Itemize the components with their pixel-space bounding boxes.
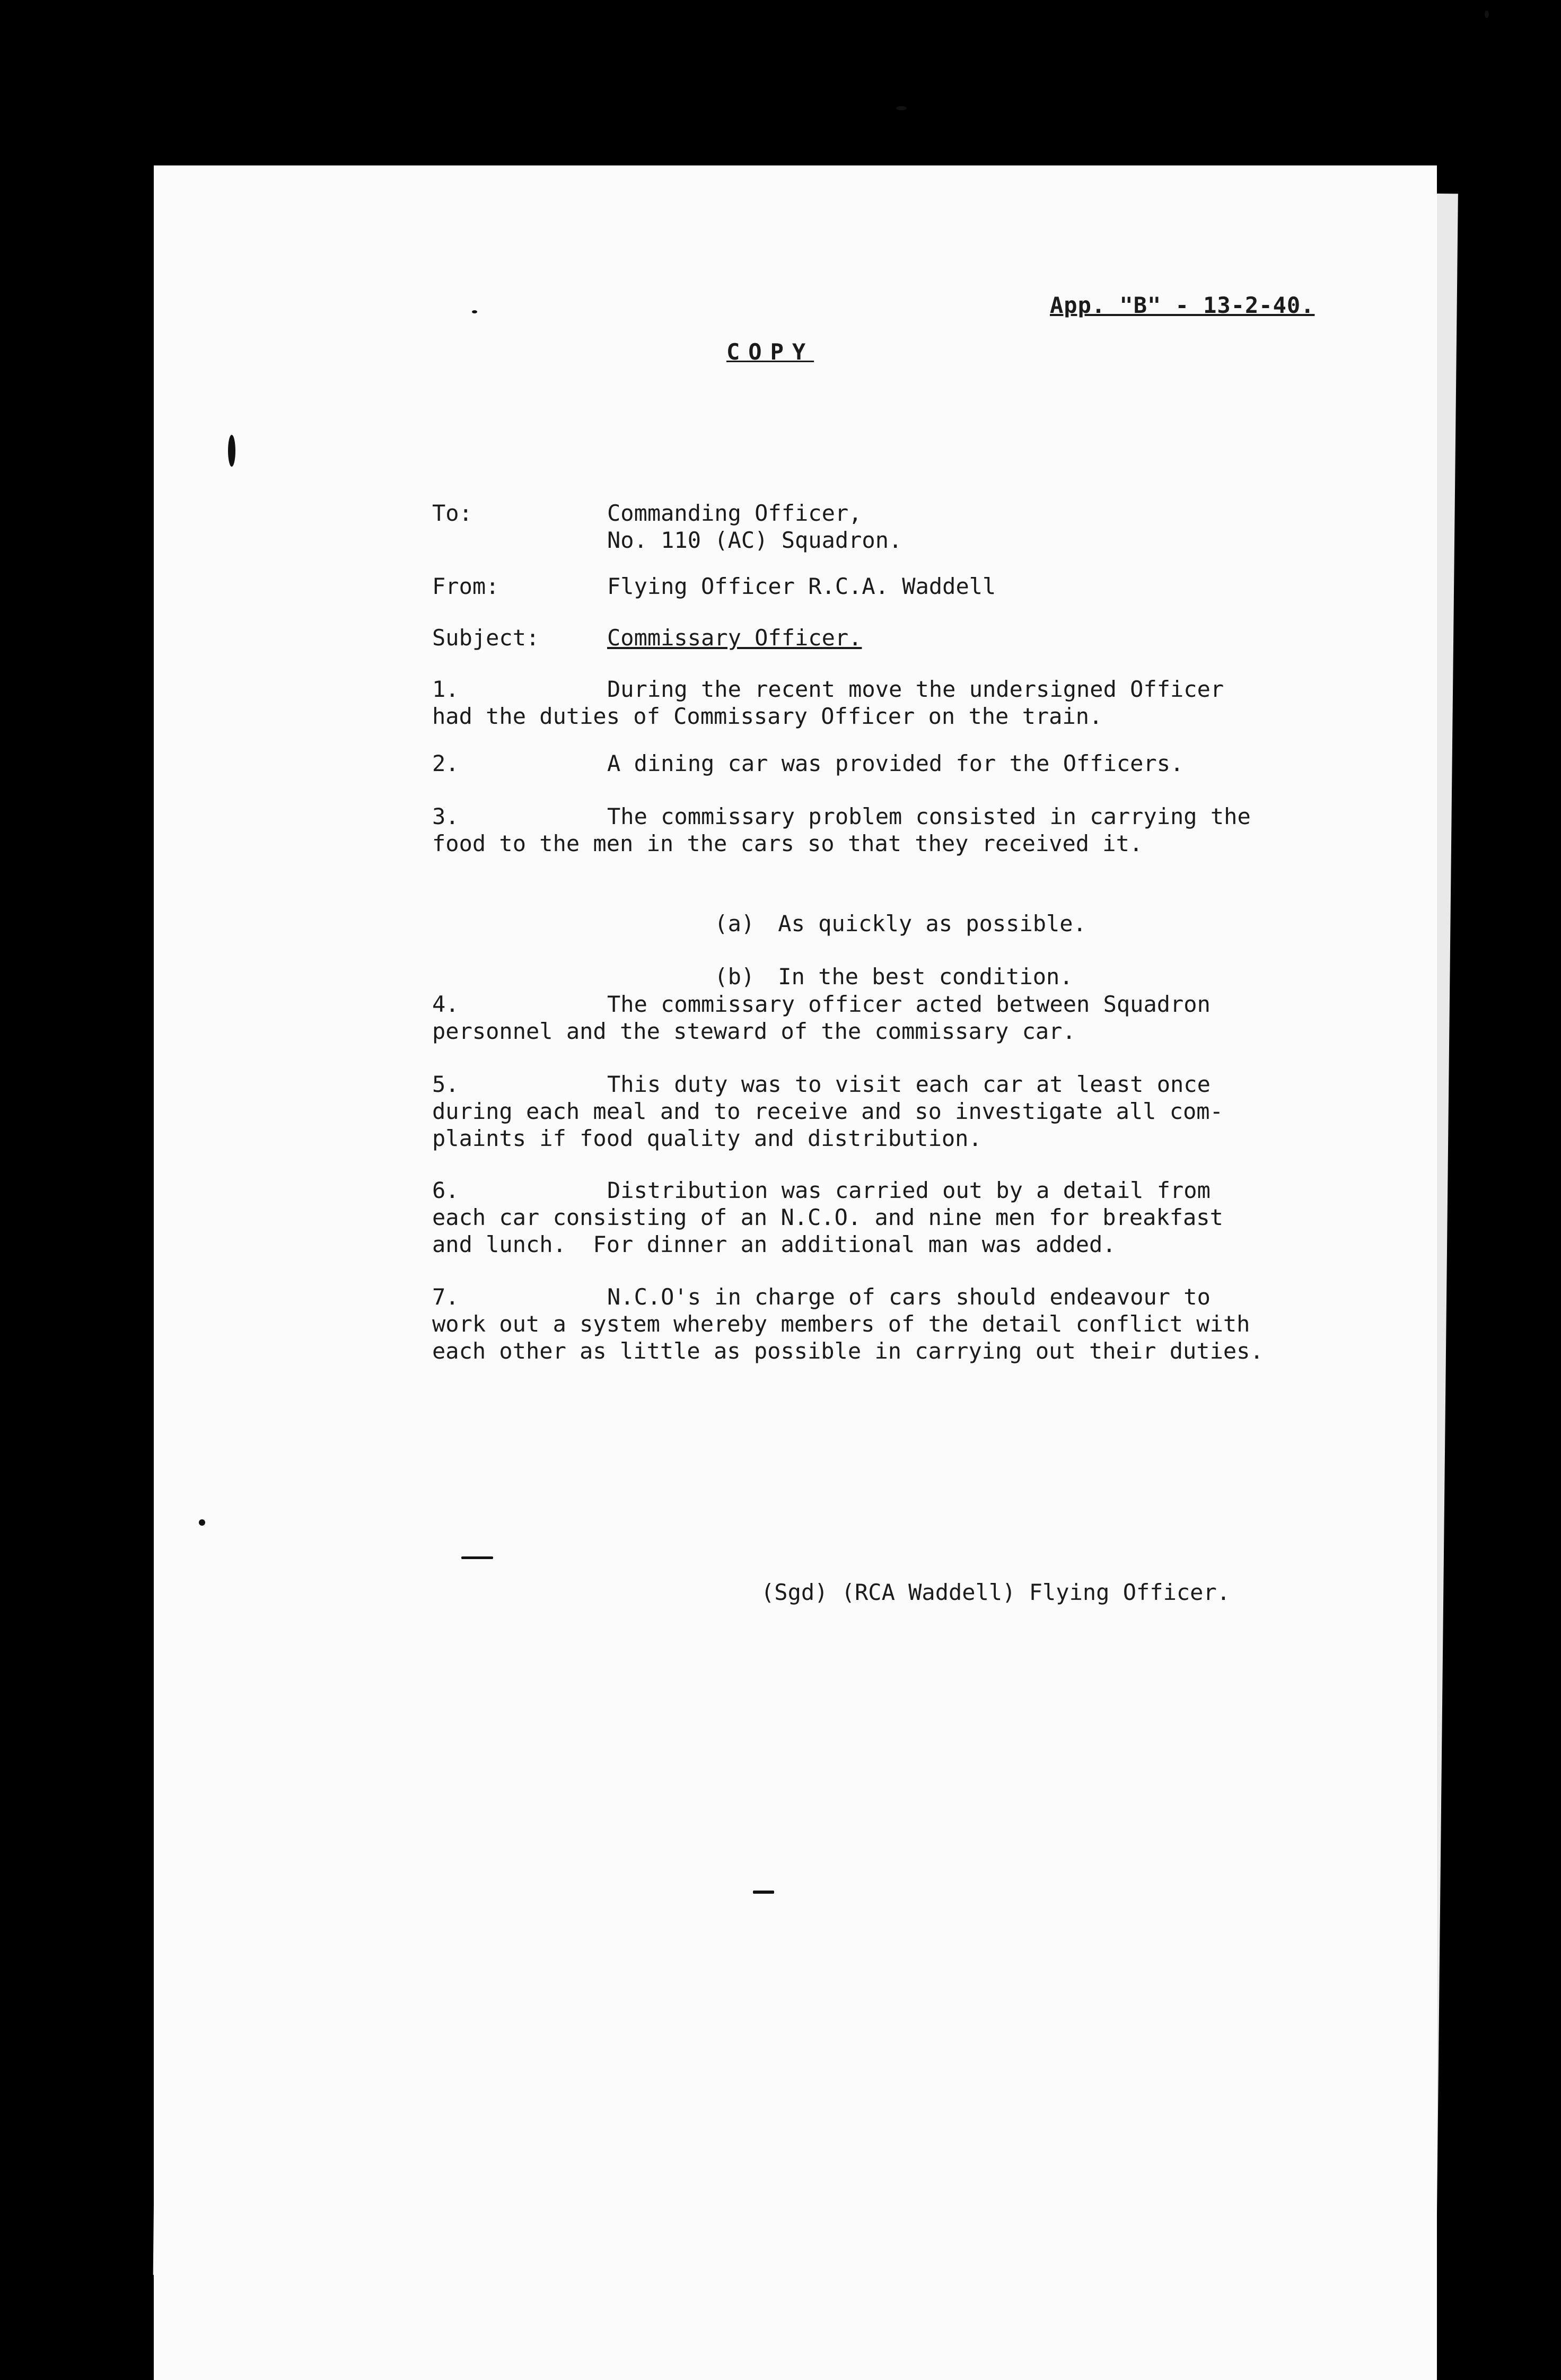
document-body — [154, 165, 1437, 2380]
paragraph-text: The commissary problem consisted in carrying the — [607, 803, 1251, 829]
subpoint-letter: (b) — [714, 964, 755, 990]
paragraph-2 — [432, 750, 1471, 777]
scan-speck — [199, 1519, 205, 1526]
paragraph-text: N.C.O's in charge of cars should endeavour to — [607, 1284, 1211, 1310]
paragraph-line: each other as little as possible in carrying out their duties. — [432, 1338, 1264, 1364]
paragraph-text: The commissary officer acted between Squadron — [607, 991, 1211, 1017]
document-page — [154, 165, 1437, 2380]
paragraph-text: This duty was to visit each car at least once — [607, 1071, 1211, 1097]
paragraph-number: 6. — [432, 1177, 459, 1203]
paragraph-5 — [432, 1071, 1471, 1152]
to-line-2: No. 110 (AC) Squadron. — [607, 527, 902, 553]
scan-speck — [1485, 11, 1489, 18]
paragraph-line: each car consisting of an N.C.O. and nine men for breakfast — [432, 1204, 1223, 1230]
paragraph-line: during each meal and to receive and so investigate all com- — [432, 1098, 1223, 1124]
paragraph-first-line — [432, 991, 1471, 1018]
from-value: Flying Officer R.C.A. Waddell — [607, 573, 996, 599]
to-label: To: — [432, 500, 472, 526]
paragraph-line: and lunch. For dinner an additional man was added. — [432, 1231, 1116, 1257]
paragraph-first-line — [432, 676, 1471, 703]
paragraph-text: During the recent move the undersigned Officer — [607, 676, 1224, 702]
paragraph-line: food to the men in the cars so that they received it. — [432, 830, 1143, 856]
paragraph-text: Distribution was carried out by a detail from — [607, 1177, 1211, 1203]
paragraph-number: 4. — [432, 991, 459, 1017]
to-line-1: Commanding Officer, — [607, 500, 862, 526]
from-label: From: — [432, 573, 499, 599]
paragraph-1 — [432, 676, 1471, 730]
paragraph-text: A dining car was provided for the Officers. — [607, 750, 1184, 776]
paragraph-number: 5. — [432, 1071, 459, 1097]
appendix-reference: App. "B" - 13-2-40. — [1050, 292, 1315, 318]
paragraph-number: 1. — [432, 676, 459, 702]
paragraph-number: 7. — [432, 1284, 459, 1310]
paragraph-first-line — [432, 1177, 1471, 1204]
paragraph-first-line — [432, 1283, 1471, 1310]
paragraph-first-line — [432, 750, 1471, 777]
subpoint-letter: (a) — [714, 911, 755, 937]
paragraph-number: 2. — [432, 750, 459, 776]
signature-line: (Sgd) (RCA Waddell) Flying Officer. — [761, 1579, 1231, 1605]
subject-label: Subject: — [432, 625, 540, 651]
paragraph-6 — [432, 1177, 1471, 1258]
paragraph-first-line — [432, 1071, 1471, 1098]
paragraph-number: 3. — [432, 803, 459, 829]
subpoint-text: In the best condition. — [778, 964, 1073, 990]
subpoint-text: As quickly as possible. — [778, 911, 1086, 937]
page-title: COPY — [726, 339, 814, 365]
paragraph-line: work out a system whereby members of the detail conflict with — [432, 1311, 1250, 1337]
paragraph-line: personnel and the steward of the commissary car. — [432, 1018, 1076, 1044]
paragraph-7 — [432, 1283, 1471, 1364]
paragraph-line: had the duties of Commissary Officer on the train. — [432, 703, 1103, 729]
scan-speck — [472, 310, 477, 313]
scan-speck — [896, 106, 907, 110]
paragraph-3 — [432, 803, 1471, 857]
scan-speck — [228, 435, 235, 467]
scan-speck — [461, 1556, 493, 1559]
paragraph-line: plaints if food quality and distribution. — [432, 1125, 982, 1151]
paragraph-4 — [432, 991, 1471, 1045]
paragraph-first-line — [432, 803, 1471, 830]
subject-value: Commissary Officer. — [607, 625, 862, 651]
scan-speck — [753, 1891, 774, 1894]
